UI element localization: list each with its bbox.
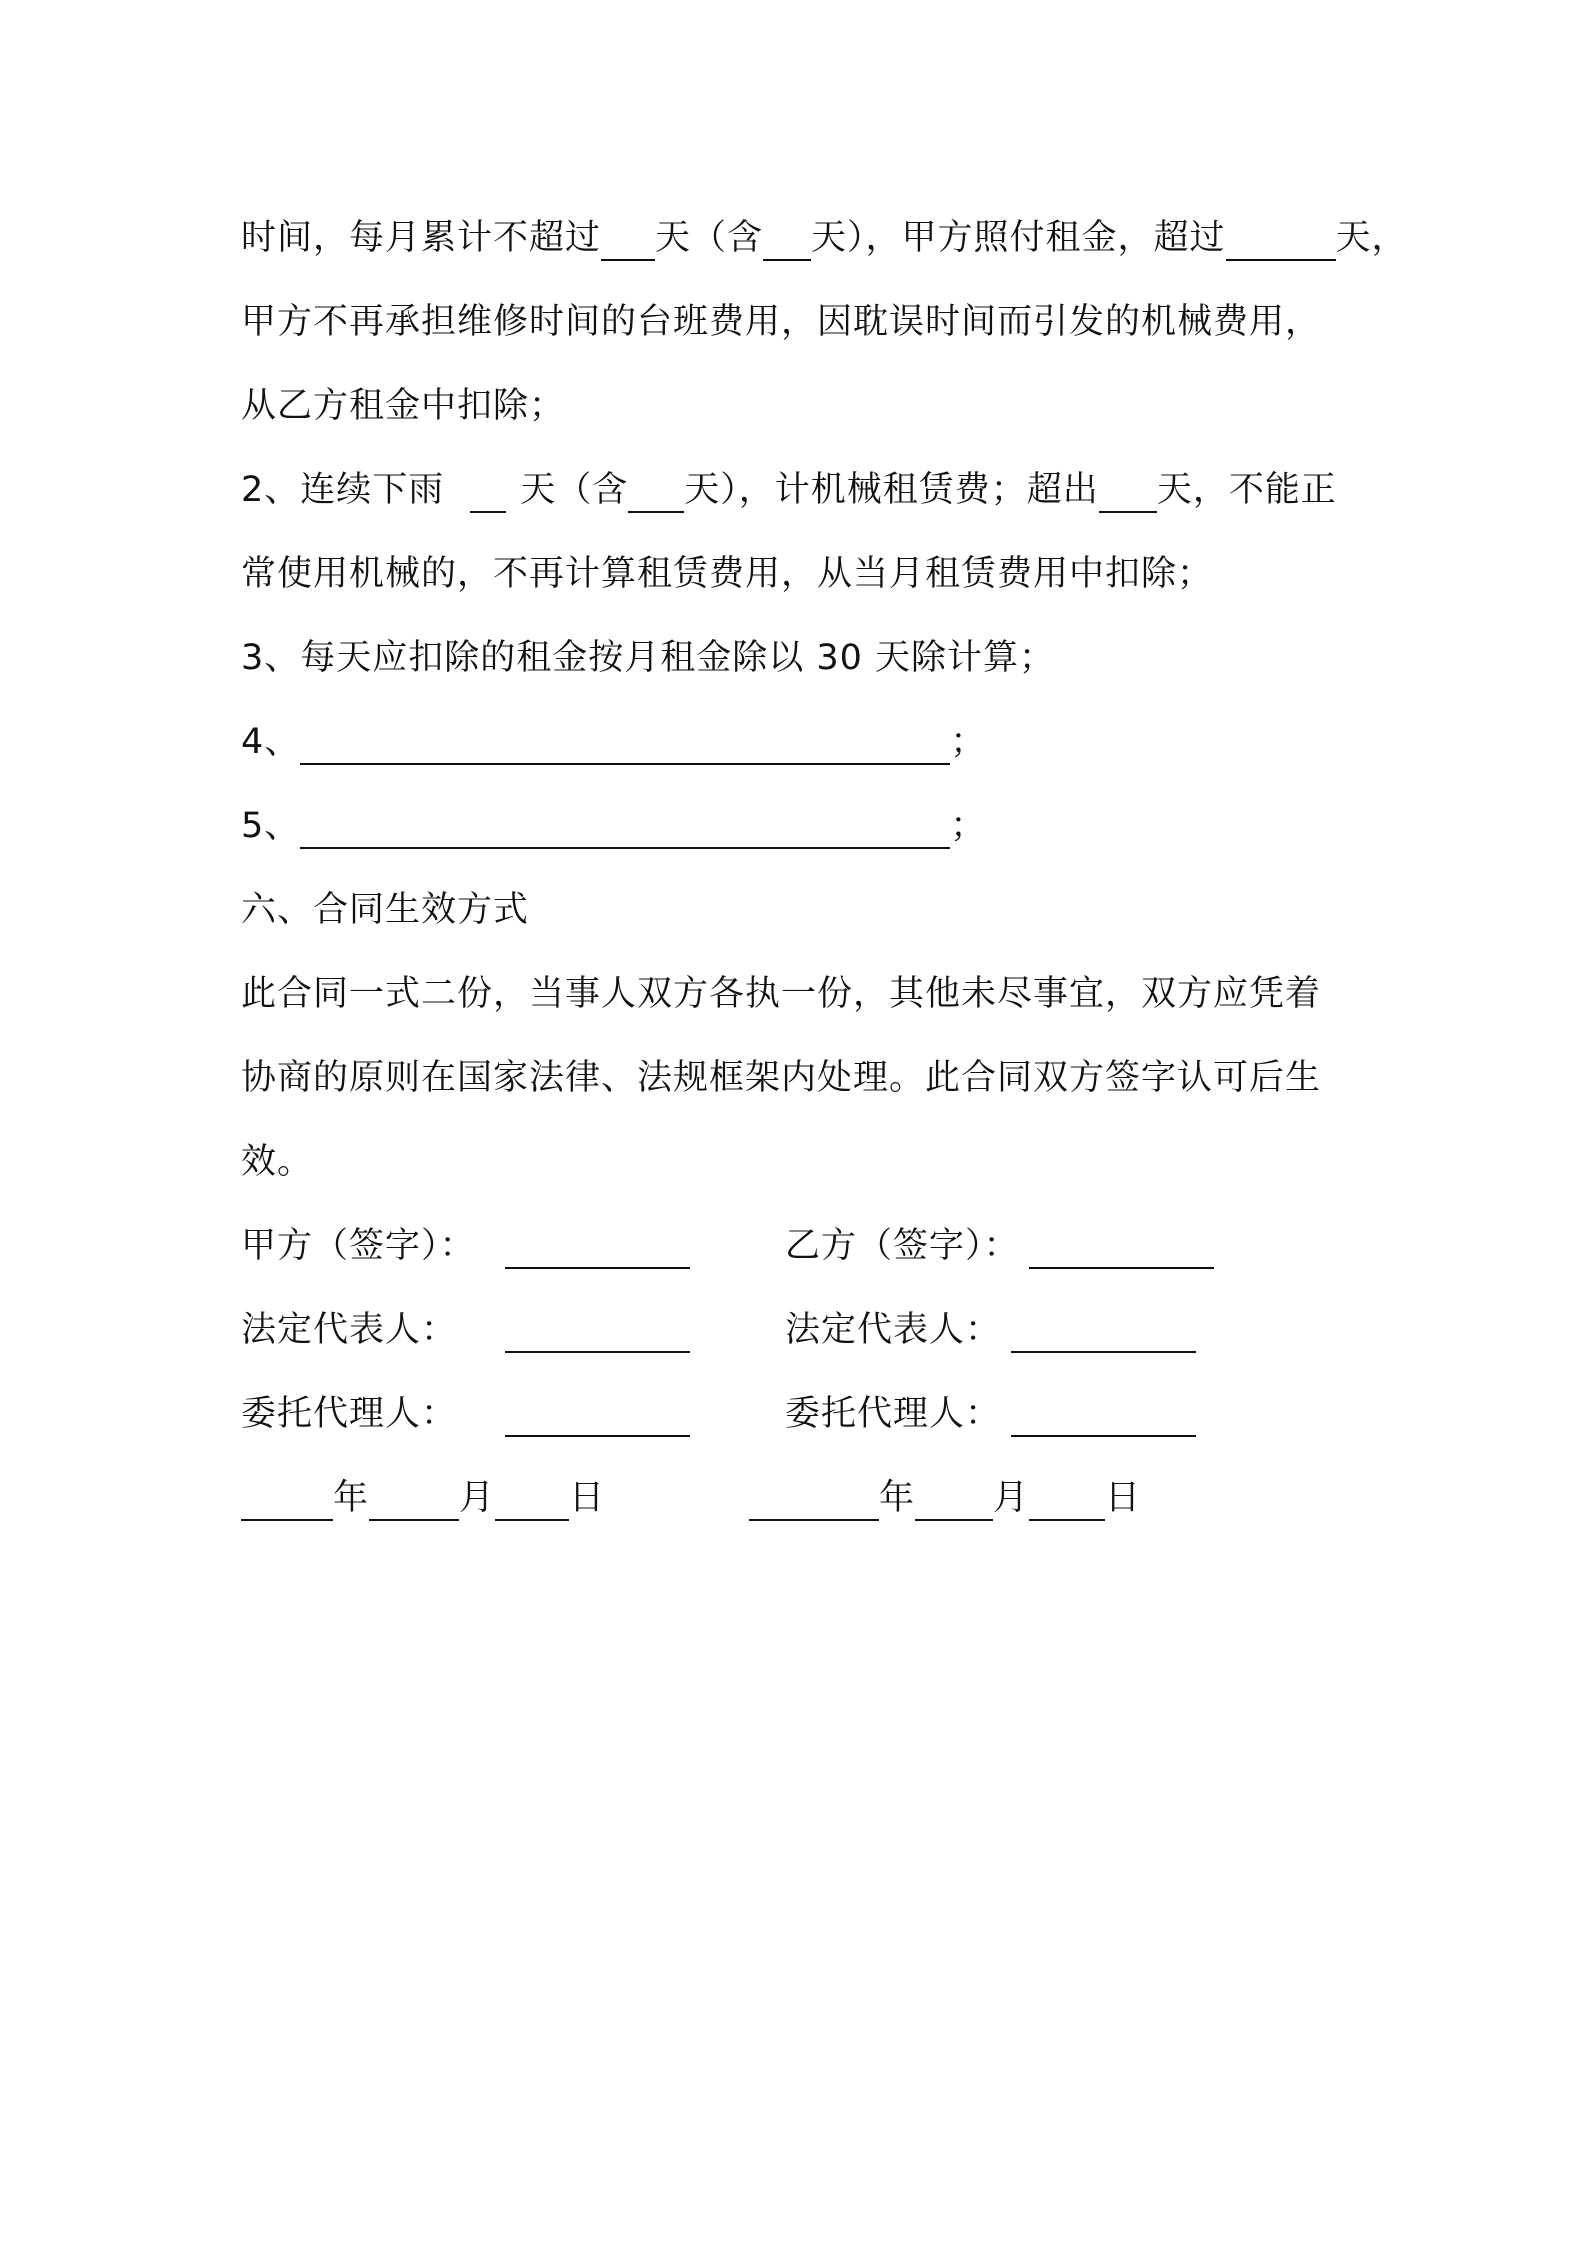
rep-b-signature-field[interactable]	[1011, 1321, 1196, 1353]
paragraph-line: 协商的原则在国家法律、法规框架内处理。此合同双方签字认可后生	[241, 1058, 1322, 1098]
representative-row	[241, 1288, 1361, 1372]
month-label: 月	[459, 1478, 496, 1518]
text-run: 天），甲方照付租金，超过	[811, 218, 1226, 258]
clause-end: ；	[950, 722, 987, 762]
text-run: 天，不能正	[1156, 470, 1337, 510]
text-run: 天），计机械租赁费；超出	[684, 470, 1099, 510]
date-b	[749, 1456, 1141, 1540]
clause-3: 3、每天应扣除的租金按月租金除以 30 天除计算；	[241, 638, 1056, 678]
year-label: 年	[879, 1478, 916, 1518]
agent-b-label: 委托代理人：	[785, 1394, 1002, 1434]
day-field[interactable]	[495, 1489, 569, 1521]
blank-field[interactable]	[1099, 481, 1157, 513]
year-field[interactable]	[241, 1489, 333, 1521]
clause-5	[241, 784, 1361, 868]
agent-b-signature-field[interactable]	[1011, 1405, 1196, 1437]
clause-number: 5、	[241, 806, 301, 846]
paragraph-line	[241, 196, 1408, 280]
clause-2	[241, 448, 1361, 532]
signature-row	[241, 1204, 1361, 1288]
paragraph-line: 常使用机械的，不再计算租赁费用，从当月租赁费用中扣除；	[241, 554, 1214, 594]
agent-a-signature-field[interactable]	[505, 1405, 690, 1437]
month-field[interactable]	[915, 1489, 993, 1521]
clause-4	[241, 700, 1361, 784]
blank-field[interactable]	[601, 229, 655, 261]
rep-a-label: 法定代表人：	[241, 1310, 458, 1350]
paragraph-line: 效。	[241, 1142, 314, 1182]
month-label: 月	[993, 1478, 1030, 1518]
party-a-label: 甲方（签字）：	[241, 1226, 476, 1266]
party-b-label: 乙方（签字）：	[785, 1226, 1020, 1266]
rep-a-signature-field[interactable]	[505, 1321, 690, 1353]
clause-end: ；	[950, 806, 987, 846]
blank-field[interactable]	[628, 481, 684, 513]
paragraph-line: 从乙方租金中扣除；	[241, 386, 566, 426]
text-run: 2、连续下雨	[241, 470, 445, 510]
date-a	[241, 1456, 605, 1540]
agent-a-label: 委托代理人：	[241, 1394, 458, 1434]
year-field[interactable]	[749, 1489, 879, 1521]
text-run: 天（含	[520, 470, 629, 510]
text-run: 天，	[1335, 218, 1408, 258]
blank-field[interactable]	[300, 733, 950, 765]
text-run: 时间，每月累计不超过	[241, 218, 602, 258]
text-run: 天（含	[655, 218, 764, 258]
month-field[interactable]	[369, 1489, 459, 1521]
day-label: 日	[1105, 1478, 1142, 1518]
year-label: 年	[333, 1478, 370, 1518]
rep-b-label: 法定代表人：	[785, 1310, 1002, 1350]
blank-field[interactable]	[470, 481, 506, 513]
paragraph-line: 甲方不再承担维修时间的台班费用，因耽误时间而引发的机械费用，	[241, 302, 1322, 342]
blank-field[interactable]	[763, 229, 811, 261]
day-field[interactable]	[1029, 1489, 1105, 1521]
blank-field[interactable]	[300, 817, 950, 849]
clause-number: 4、	[241, 722, 301, 762]
paragraph-line: 此合同一式二份，当事人双方各执一份，其他未尽事宜，双方应凭着	[241, 974, 1322, 1014]
agent-row	[241, 1372, 1361, 1456]
party-b-signature-field[interactable]	[1029, 1237, 1214, 1269]
section-heading: 六、合同生效方式	[241, 890, 530, 930]
date-row	[241, 1456, 1361, 1540]
blank-field[interactable]	[1226, 229, 1336, 261]
contract-body	[241, 196, 1408, 1540]
party-a-signature-field[interactable]	[505, 1237, 690, 1269]
day-label: 日	[569, 1478, 606, 1518]
